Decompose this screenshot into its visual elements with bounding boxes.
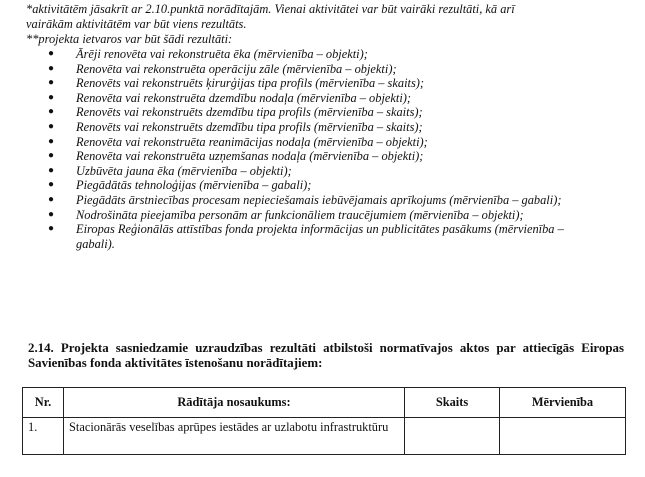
bullet-icon: ● [48,91,55,103]
list-item-text: Renovēta vai rekonstruēta uzņemšanas nodaļa (mērvienība – objekti); [76,149,424,164]
bullet-icon: ● [48,208,55,220]
list-item-text: Renovēta vai rekonstruēta reanimācijas nodaļa (mērvienība – objekti); [76,134,428,149]
list-item [0,76,596,91]
list-item-text: Eiropas Reģionālās attīstības fonda projekta informācijas un publicitātes pasākums (mērvienība – gabali). [76,222,564,251]
column-header-nr: Nr. [23,388,64,418]
bullet-icon: ● [48,150,55,162]
list-item [0,178,596,193]
list-item [0,120,596,135]
list-item [0,47,596,62]
bullet-icon: ● [48,135,55,147]
list-item [0,149,596,164]
list-item-text: Uzbūvēta jauna ēka (mērvienība – objekti); [76,163,292,178]
column-header-indicator-name: Rādītāja nosaukums: [64,388,405,418]
results-list [0,47,645,251]
bullet-icon: ● [48,77,55,89]
list-item [0,62,596,77]
list-item-text: Ārēji renovēta vai rekonstruēta ēka (mērvienība – objekti); [76,47,368,61]
table-row [23,418,626,455]
column-header-unit: Mērvienība [500,388,626,418]
bullet-icon: ● [48,179,55,191]
list-item [0,105,596,120]
bullet-icon: ● [48,106,55,118]
cell-unit[interactable] [500,418,626,455]
list-item [0,164,596,179]
list-item [0,208,596,223]
list-item [0,135,596,150]
list-item [0,91,596,106]
bullet-icon: ● [48,223,55,235]
results-table [22,387,626,455]
footnote-activities-continuation: vairākām aktivitātēm var būt viens rezultāts. [26,17,247,31]
column-header-count: Skaits [405,388,500,418]
list-item-text: Renovēts vai rekonstruēts ķirurģijas tipa profils (mērvienība – skaits); [76,76,425,91]
list-item-text: Nodrošināta pieejamība personām ar funkcionāliem traucējumiem (mērvienība – objekti); [76,207,524,222]
bullet-icon: ● [48,193,55,205]
cell-nr: 1. [23,418,64,455]
bullet-icon: ● [48,48,55,59]
cell-indicator-name: Stacionārās veselības aprūpes iestādes ar uzlabotu infrastruktūru [64,418,405,455]
list-item [0,193,596,208]
list-item-text: Renovēta vai rekonstruēta operāciju zāle (mērvienība – objekti); [76,61,397,76]
cell-count[interactable] [405,418,500,455]
list-item-text: Piegādāts ārstniecības procesam nepieciešamais iebūvējamais aprīkojums (mērvienība – gabali); [76,192,562,207]
list-item-text: Piegādātās tehnoloģijas (mērvienība – gabali); [76,178,312,193]
section-heading: 2.14. Projekta sasniedzamie uzraudzības rezultāti atbilstoši normatīvajos aktos par attiecīgās Eiropas Savienības fonda aktivitātes īstenošanu norādītajiem: [28,341,624,370]
list-item-text: Renovēta vai rekonstruēta dzemdību nodaļa (mērvienība – objekti); [76,90,412,105]
footnote-activities-line: *aktivitātēm jāsakrīt ar 2.10.punktā norādītajām. Vienai aktivitātei var būt vairāki rezultāti, kā arī [26,2,515,16]
list-item-text: Renovēts vai rekonstruēts dzemdību tipa profils (mērvienība – skaits); [76,105,423,120]
footnote-results-intro: **projekta ietvaros var būt šādi rezultāti: [26,32,233,46]
bullet-icon: ● [48,62,55,74]
table-header-row [23,388,626,418]
bullet-icon: ● [48,120,55,132]
list-item-text: Renovēts vai rekonstruēts dzemdību tipa profils (mērvienība – skaits); [76,119,423,134]
bullet-icon: ● [48,164,55,176]
list-item [0,222,596,251]
